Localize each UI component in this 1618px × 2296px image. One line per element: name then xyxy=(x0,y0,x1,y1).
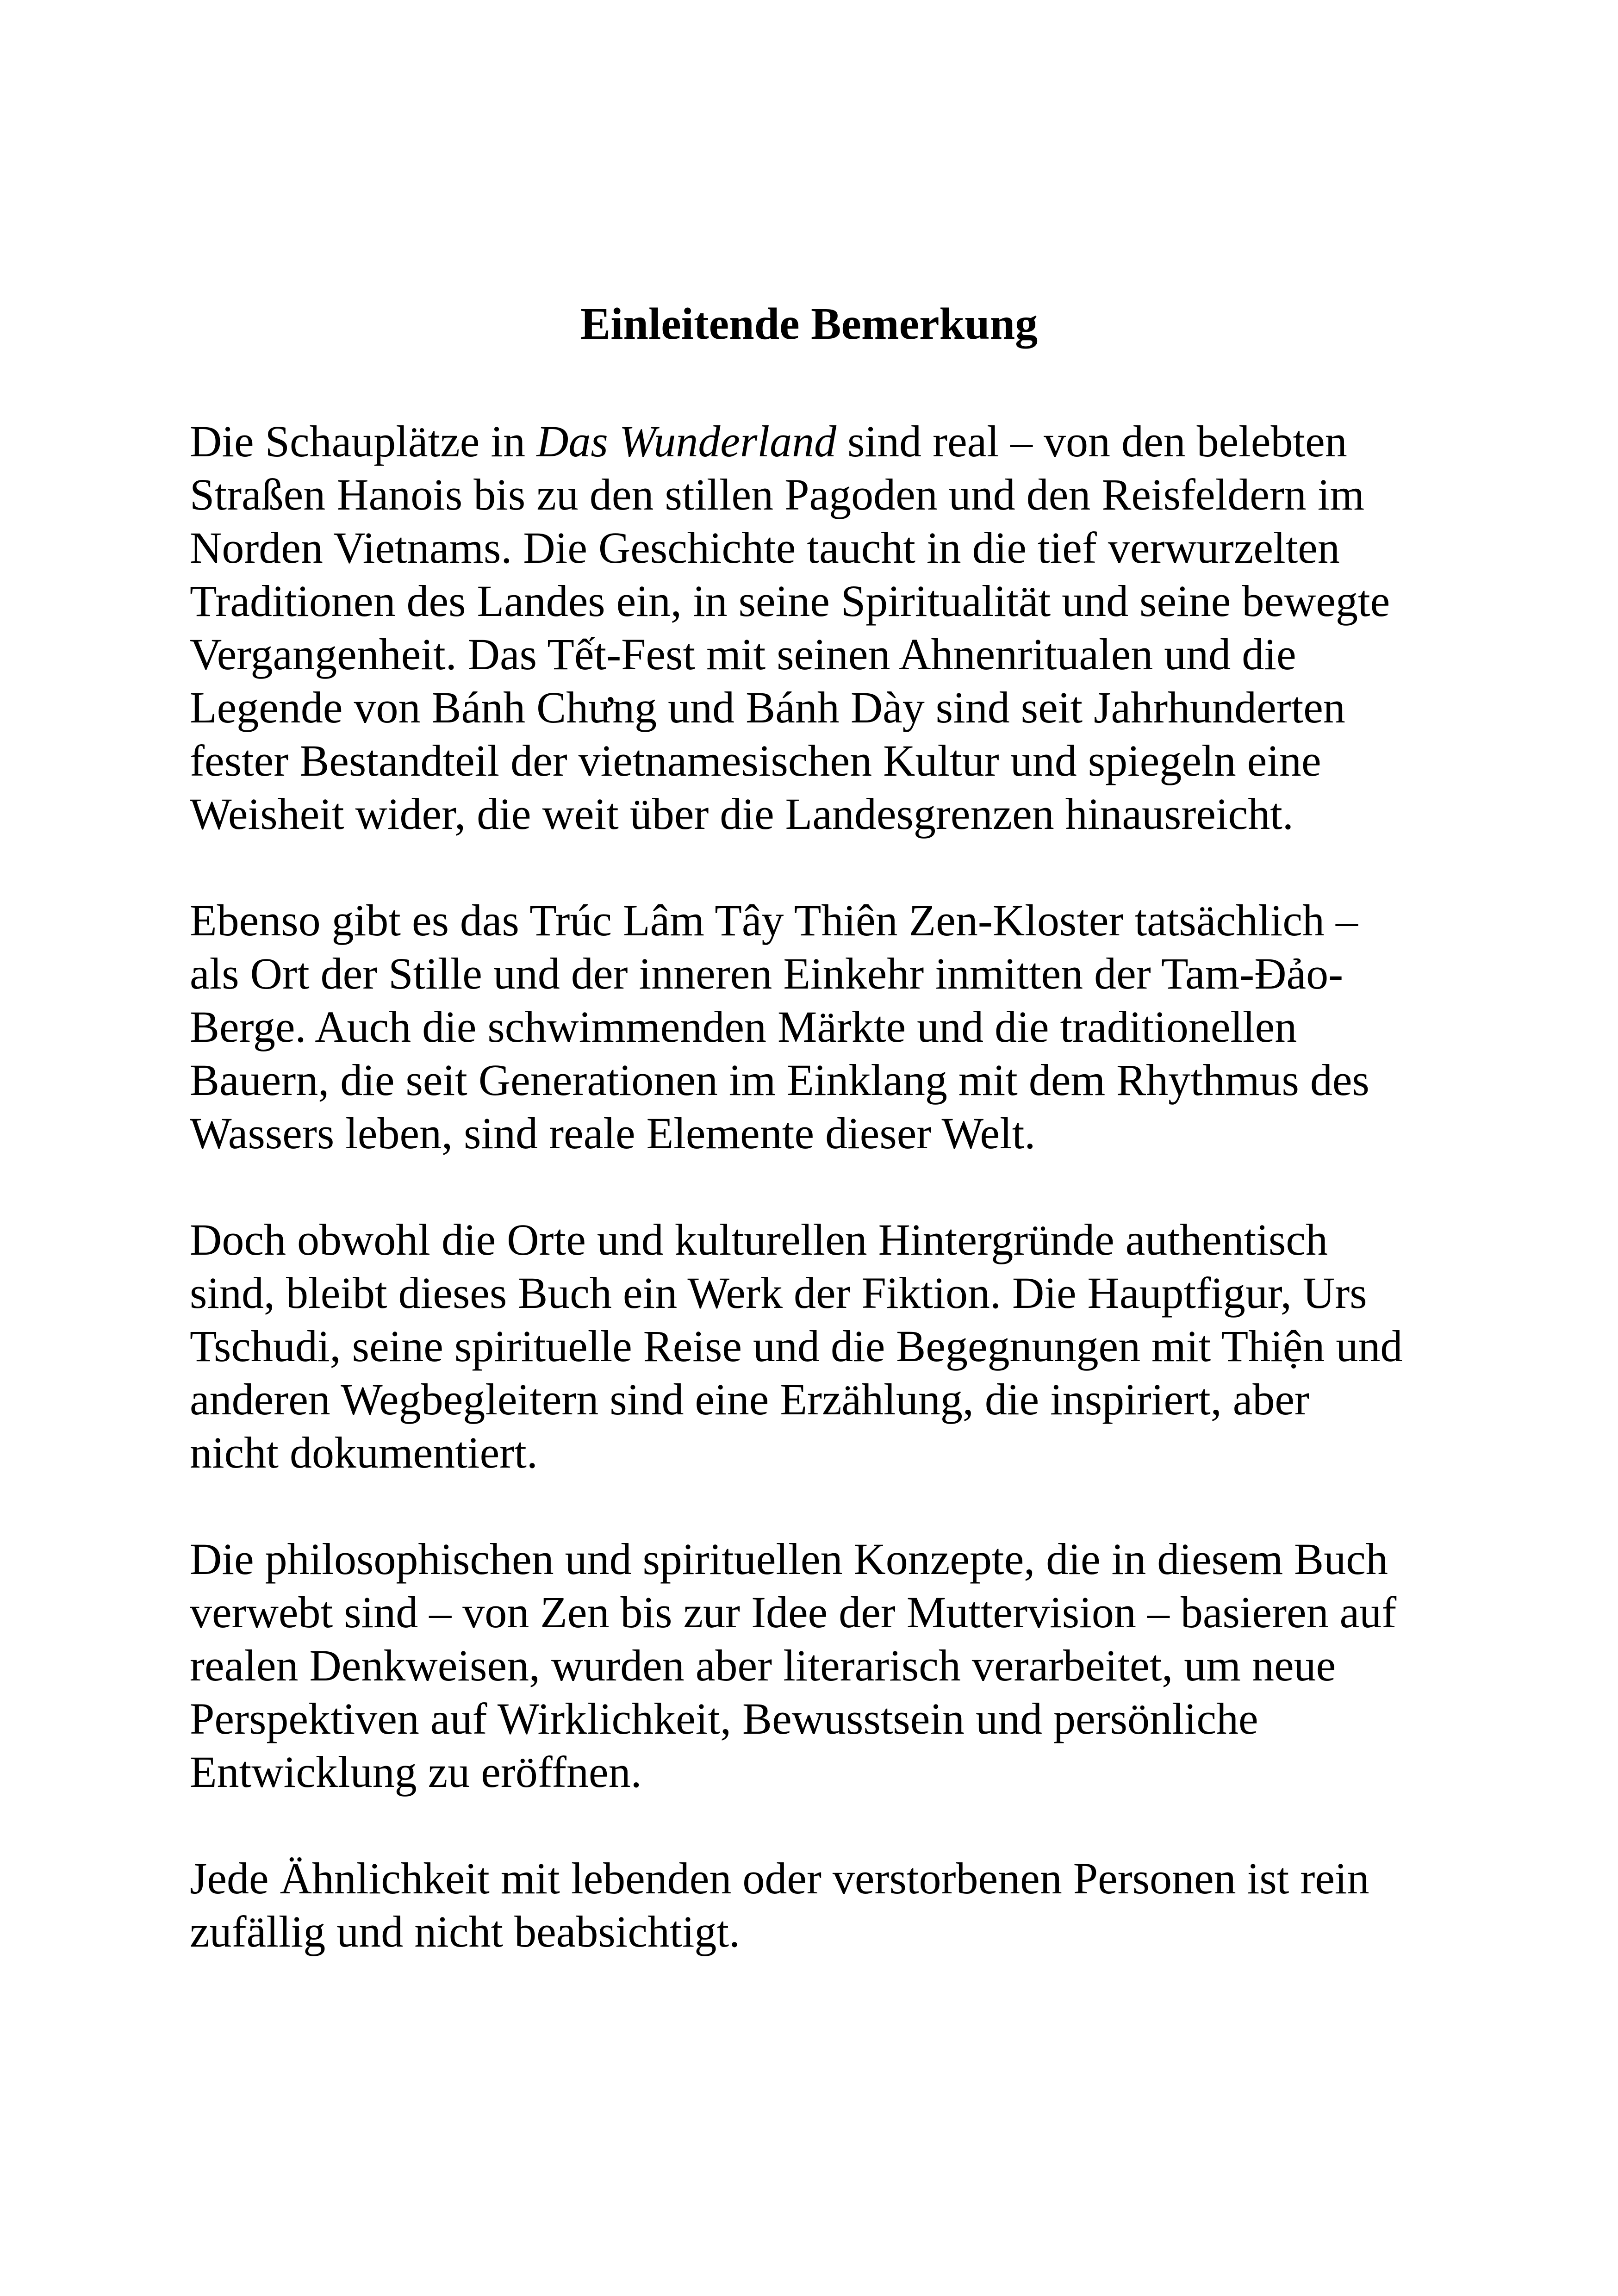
paragraph-4 xyxy=(190,1532,1486,1798)
paragraph-line: Legende von Bánh Chưng und Bánh Dày sind seit Jahrhunderten xyxy=(190,683,1345,732)
paragraph-line: Weisheit wider, die weit über die Landesgrenzen hinausreicht. xyxy=(190,789,1294,839)
paragraph-line: fester Bestandteil der vietnamesischen Kultur und spiegeln eine xyxy=(190,736,1321,785)
paragraph-line: anderen Wegbegleitern sind eine Erzählung, die inspiriert, aber xyxy=(190,1375,1309,1424)
paragraph-line: Straßen Hanois bis zu den stillen Pagoden und den Reisfeldern im xyxy=(190,470,1365,519)
paragraph-2 xyxy=(190,894,1486,1160)
paragraph-line: verwebt sind – von Zen bis zur Idee der Muttervision – basieren auf xyxy=(190,1587,1397,1637)
paragraph-line: Jede Ähnlichkeit mit lebenden oder verstorbenen Personen ist rein xyxy=(190,1854,1369,1903)
paragraph-line: realen Denkweisen, wurden aber literarisch verarbeitet, um neue xyxy=(190,1641,1336,1690)
book-title: Das Wunderland xyxy=(536,417,837,466)
paragraph-line: Berge. Auch die schwimmenden Märkte und die traditionellen xyxy=(190,1002,1297,1052)
page-title: Einleitende Bemerkung xyxy=(580,299,1038,349)
paragraph-3 xyxy=(190,1213,1486,1479)
paragraph-line: sind, bleibt dieses Buch ein Werk der Fiktion. Die Hauptfigur, Urs xyxy=(190,1268,1367,1318)
paragraph-line: Wassers leben, sind reale Elemente dieser Welt. xyxy=(190,1108,1036,1158)
paragraph-line: Entwicklung zu eröffnen. xyxy=(190,1747,642,1797)
paragraph-line: Tschudi, seine spirituelle Reise und die Begegnungen mit Thiện und xyxy=(190,1321,1403,1371)
paragraph-line: als Ort der Stille und der inneren Einkehr inmitten der Tam-Đảo- xyxy=(190,949,1344,998)
paragraph-line: Vergangenheit. Das Tết-Fest mit seinen Ahnenritualen und die xyxy=(190,629,1296,679)
document-body xyxy=(190,415,1486,2011)
paragraph-line: Perspektiven auf Wirklichkeit, Bewusstsein und persönliche xyxy=(190,1694,1258,1743)
paragraph-line: Die philosophischen und spirituellen Konzepte, die in diesem Buch xyxy=(190,1534,1388,1584)
paragraph-1 xyxy=(190,415,1486,840)
paragraph-line: zufällig und nicht beabsichtigt. xyxy=(190,1907,741,1956)
paragraph-line: Norden Vietnams. Die Geschichte taucht in die tief verwurzelten xyxy=(190,523,1340,572)
paragraph-line: Doch obwohl die Orte und kulturellen Hintergründe authentisch xyxy=(190,1215,1328,1264)
paragraph-line: Ebenso gibt es das Trúc Lâm Tây Thiên Zen-Kloster tatsächlich – xyxy=(190,896,1358,945)
paragraph-line: Bauern, die seit Generationen im Einklang mit dem Rhythmus des xyxy=(190,1055,1369,1105)
paragraph-line: nicht dokumentiert. xyxy=(190,1428,538,1477)
paragraph-line: Traditionen des Landes ein, in seine Spiritualität und seine bewegte xyxy=(190,576,1390,626)
paragraph-line: Die Schauplätze in Das Wunderland sind real – von den belebten xyxy=(190,417,1347,466)
paragraph-5 xyxy=(190,1852,1486,1958)
